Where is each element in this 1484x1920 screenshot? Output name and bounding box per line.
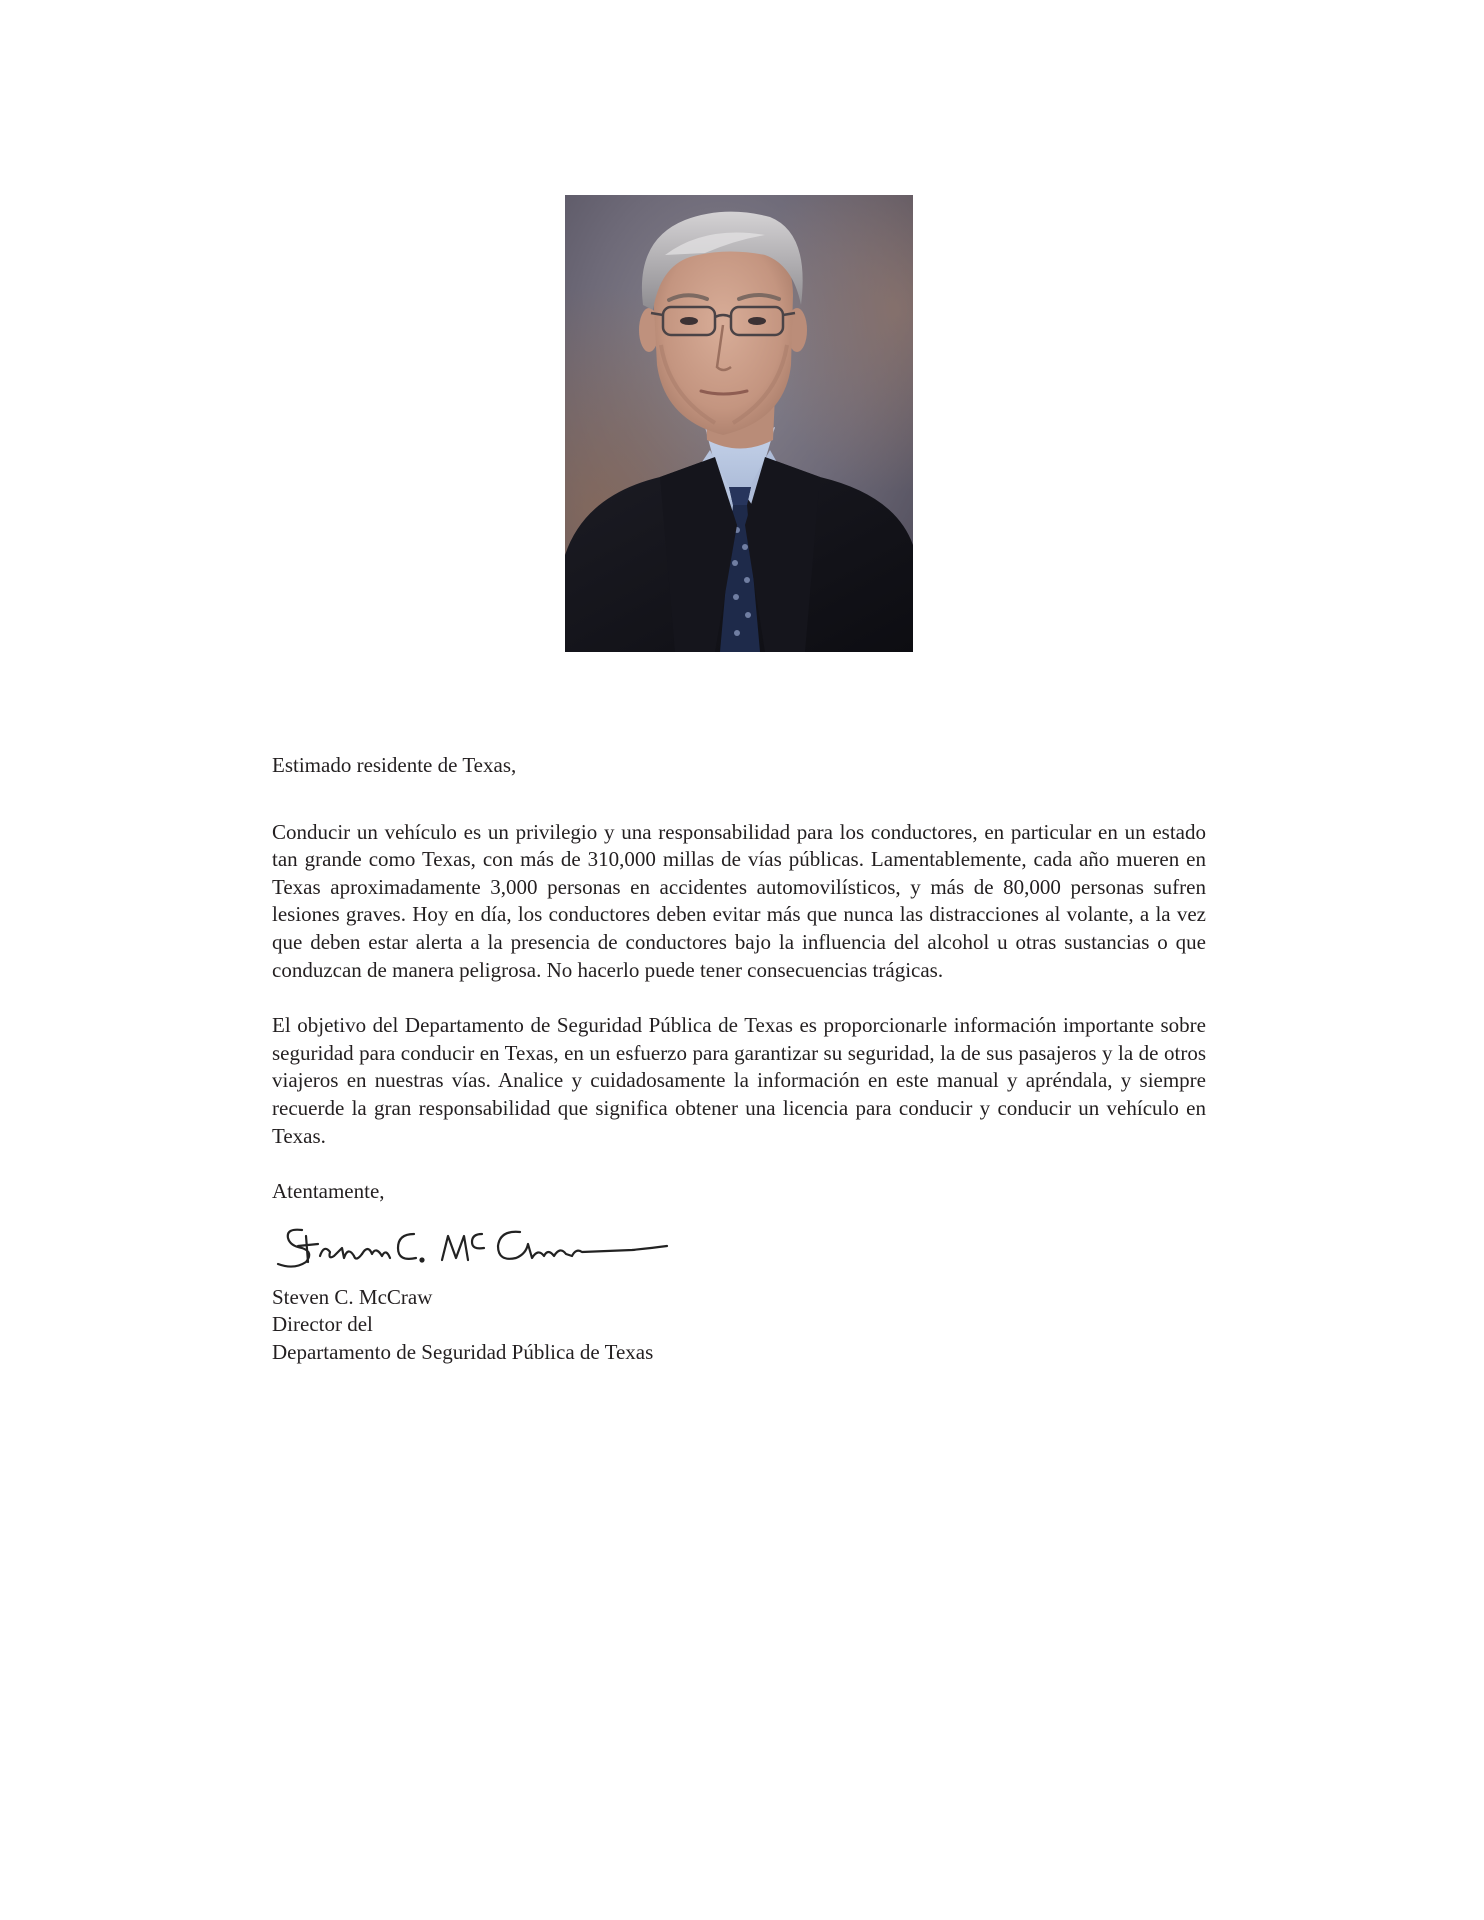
paragraph-2: El objetivo del Departamento de Seguridad Pública de Texas es proporcionarle información importante sobre seguridad para conducir en Texas, en un esfuerzo para garantizar su seguridad, la de sus pasajeros y la de otros viajeros en nuestras vías. Analice y cuidadosamente la información en este manual y apréndala, y siempre recuerde la gran responsabilidad que significa obtener una licencia para conducir y conducir un vehículo en Texas.	[272, 1013, 1206, 1148]
signer-title: Director del	[272, 1312, 373, 1337]
signer-organization: Departamento de Seguridad Pública de Texas	[272, 1339, 654, 1364]
director-portrait	[565, 195, 913, 652]
salutation: Estimado residente de Texas,	[272, 753, 517, 777]
closing: Atentamente,	[272, 1179, 385, 1204]
handwritten-signature	[272, 1216, 672, 1276]
letter-body	[272, 752, 1206, 1367]
paragraph-1: Conducir un vehículo es un privilegio y una responsabilidad para los conductores, en particular en un estado tan grande como Texas, con más de 310,000 millas de vías públicas. Lamentablemente, cada año mueren en Texas aproximadamente 3,000 personas en accidentes automovilísticos, y más de 80,000 personas sufren lesiones graves. Hoy en día, los conductores deben evitar más que nunca las distracciones al volante, a la vez que deben estar alerta a la presencia de conductores bajo la influencia del alcohol u otras sustancias o que conduzcan de manera peligrosa. No hacerlo puede tener consecuencias trágicas.	[272, 819, 1206, 982]
portrait-image	[565, 195, 913, 652]
signature-block	[272, 1284, 1206, 1367]
signer-name: Steven C. McCraw	[272, 1284, 433, 1309]
